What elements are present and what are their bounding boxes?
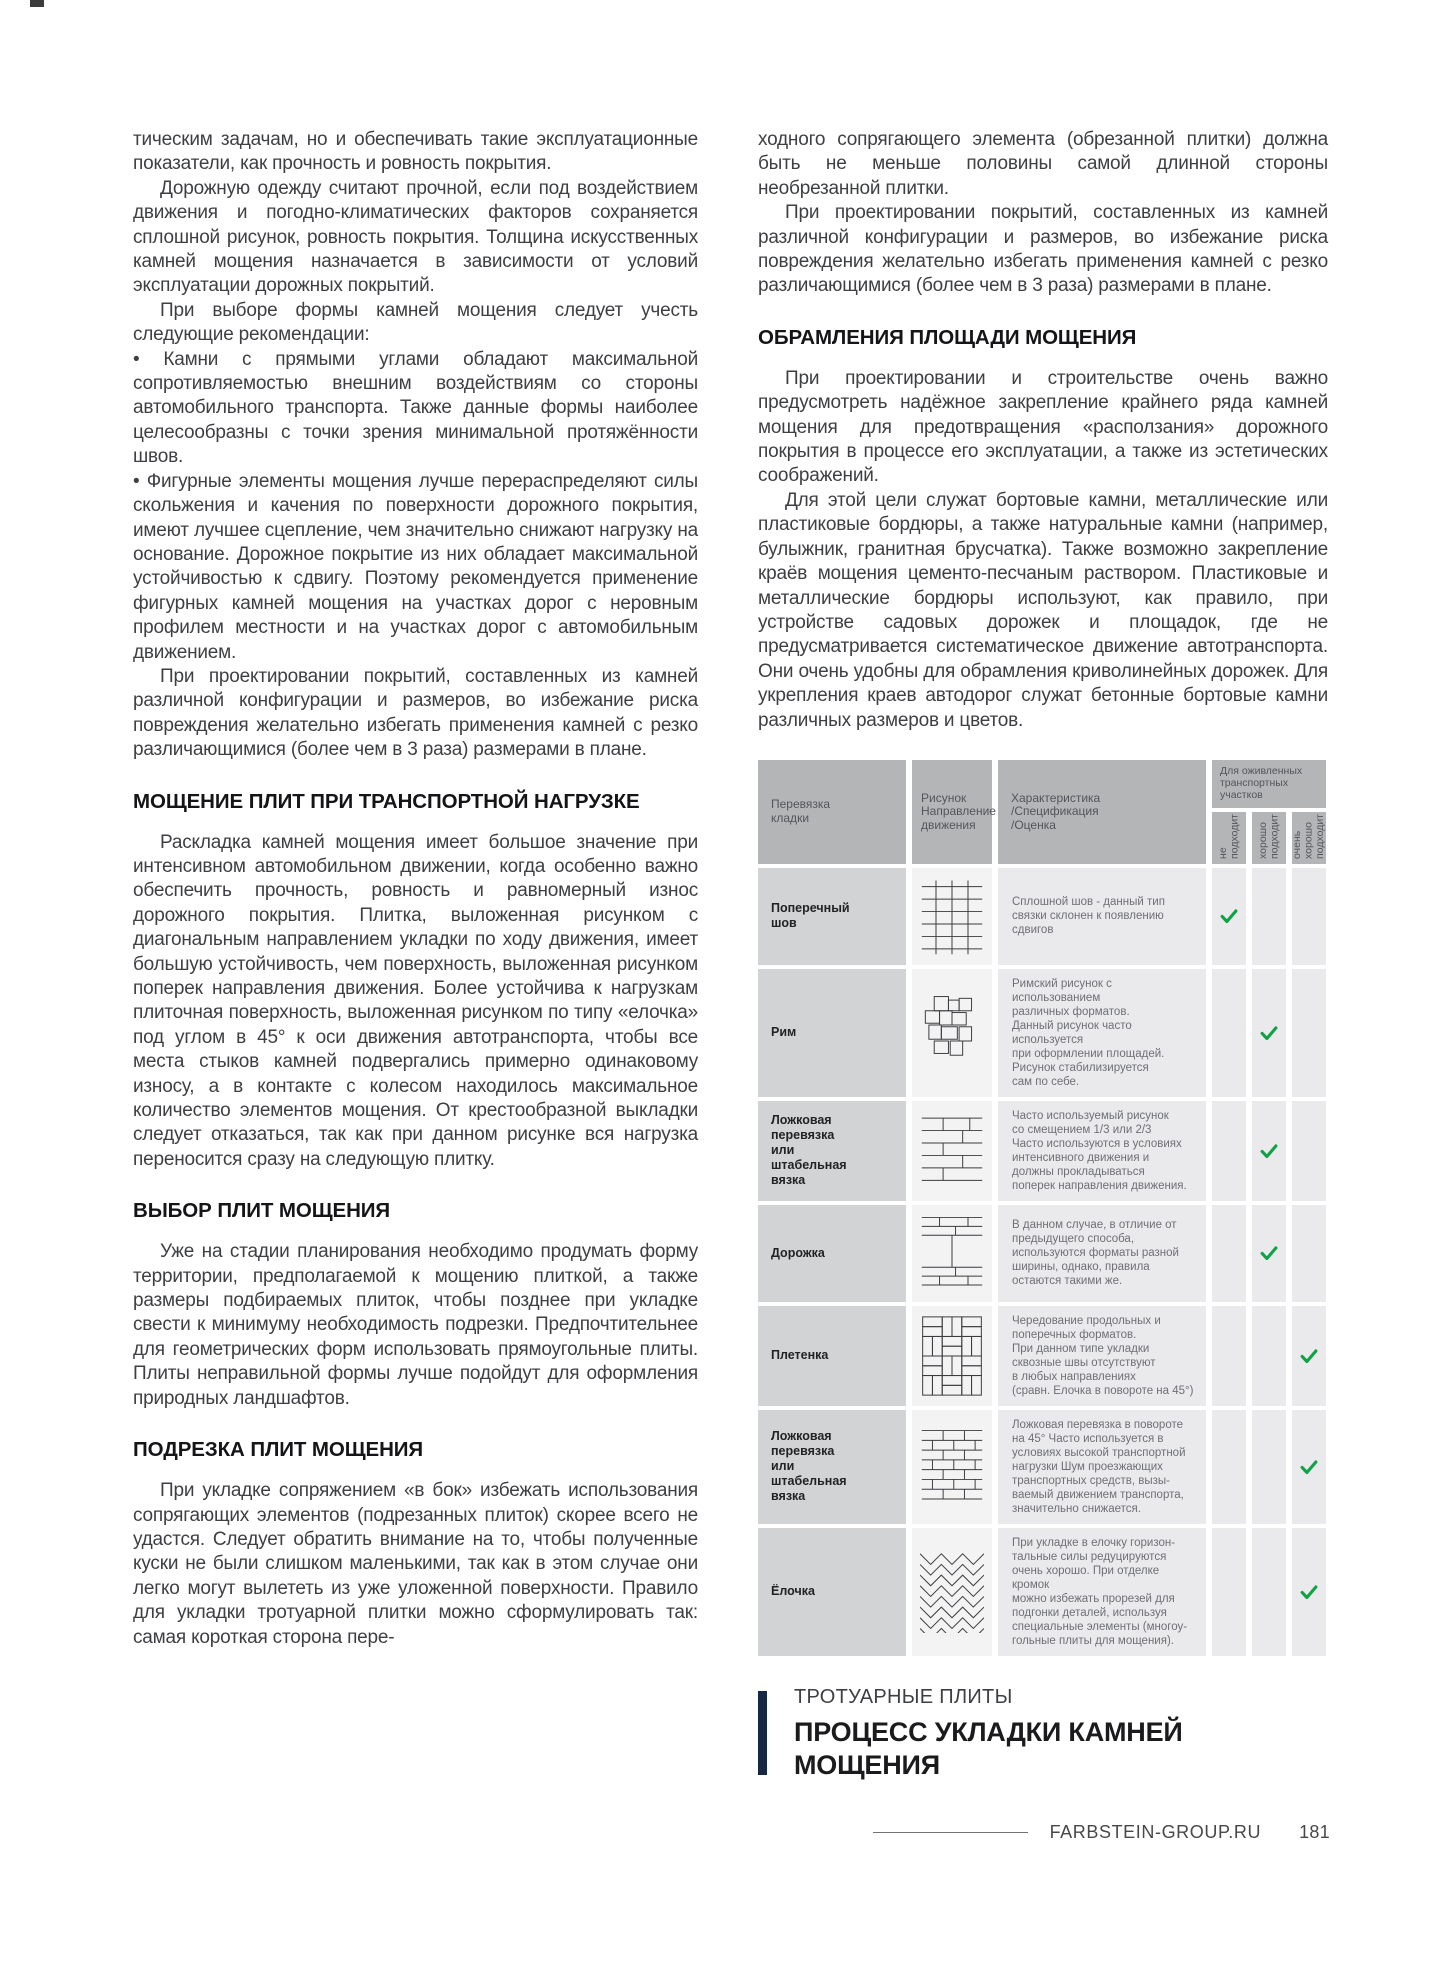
pattern-table-row [758,969,1328,1097]
suitability-cell-very-good [1292,1410,1326,1524]
checkmark-icon [1298,1456,1320,1478]
roman-pattern-icon [912,969,992,1097]
paragraph: ходного сопрягающего элемента (обрезанной плитки) должна быть не меньше половины самой длинной стороны необрезанной плитки. [758,129,1328,199]
pattern-name-cell: Поперечный шов [758,868,906,965]
pattern-description-cell: Сплошной шов - данный тип связки склонен к появлению сдвигов [998,868,1206,965]
pattern-description-cell: Часто используемый рисунок со смещением 1/3 или 2/3 Часто используются в условиях интенсивного движения и должны прокладываться поперек направления движения. [998,1101,1206,1201]
section-heading: ПОДРЕЗКА ПЛИТ МОЩЕНИЯ [133,1438,424,1462]
checkmark-icon [1258,1140,1280,1162]
paragraph: тическим задачам, но и обеспечивать такие эксплуатационные показатели, как прочность и ровность покрытия. [133,129,698,175]
section-title-block [758,1686,1328,1782]
pattern-description-cell: В данном случае, в отличие от предыдущего способа, используются форматы разной ширины, однако, правила остаются такими же. [998,1205,1206,1302]
paragraph: Для этой цели служат бортовые камни, металлические или пластиковые бордюры, а также натуральные камни (например, булыжник, гранитная брусчатка). Также возможно закрепление краёв мощения цементо-песчаным раствором. Пластиковые и металлические бордюры используют, как правило, при устройстве садовых дорожек и площадок, где не предусматривается систематическое движение автотранспорта. Они очень удобны для обрамления криволинейных дорожек. Для укрепления краев автодорог служат бетонные бортовые камни различных размеров и цветов. [758,489,1328,731]
vertical-label: очень хорошо подходит [1290,813,1326,859]
suitability-cell-good [1252,1528,1286,1656]
track-pattern-icon [912,1205,992,1302]
checkmark-icon [1298,1581,1320,1603]
grid-pattern-icon [912,868,992,965]
pattern-name-cell: Ложковая перевязка или штабельная вязка [758,1410,906,1524]
vertical-label: не подходит [1216,813,1240,859]
pattern-description-cell: Ложковая перевязка в повороте на 45° Часто используется в условиях высокой транспортной нагрузки Шум проезжающих транспортных средств, вызы- ваемый движением транспорта, значительно снижается. [998,1410,1206,1524]
suitability-cell-very-good [1292,1306,1326,1406]
brick-bond-pattern-icon [912,1410,992,1524]
pattern-name-cell: Ложковая перевязка или штабельная вязка [758,1101,906,1201]
paragraph: Дорожную одежду считают прочной, если под воздействием движения и погодно-климатических факторов сохраняется сплошной рисунок, ровность покрытия. Толщина искусственных камней мощения назначается в зависимости от условий эксплуатации дорожных покрытий. [133,177,698,297]
section-kicker: ТРОТУАРНЫЕ ПЛИТЫ [794,1685,1013,1708]
pattern-description-cell: Римский рисунок с использованием различных форматов. Данный рисунок часто используется при оформлении площадей. Рисунок стабилизируется сам по себе. [998,969,1206,1097]
suitability-cell-good [1252,969,1286,1097]
pattern-table-row [758,1101,1328,1201]
column-header-pattern: Рисунок Направление движения [912,760,992,864]
checkmark-icon [1258,1242,1280,1264]
left-column [133,128,698,1650]
vertical-label: хорошо подходит [1256,813,1280,859]
suitability-cell-good [1252,1306,1286,1406]
column-header-traffic-group: Для оживленных транспортных участков [1212,760,1326,808]
suitability-cell-very-good [1292,868,1326,965]
checkmark-icon [1218,905,1240,927]
right-column [758,128,1328,1782]
suitability-cell-good [1252,868,1286,965]
paragraph: При укладке сопряжением «в бок» избежать использования сопрягающих элементов (подрезанных плиток) скорее всего не удастся. Следует обратить внимание на то, чтобы полученные куски не были слишком маленькими, так как в этом случае они легко могут вылететь из уже уложенной поверхности. Правило для укладки тротуарной плитки можно сформулировать так: самая короткая сторона пере- [133,1480,698,1648]
suitability-cell-not-suitable [1212,1306,1246,1406]
section-heading: ОБРАМЛЕНИЯ ПЛОЩАДИ МОЩЕНИЯ [758,325,1137,349]
suitability-cell-very-good [1292,1528,1326,1656]
checkmark-icon [1258,1022,1280,1044]
paragraph: Раскладка камней мощения имеет большое значение при интенсивном автомобильном движении, когда особенно важно обеспечить прочность, ровность и равномерный износ дорожного покрытия. Плитка, выложенная рисунком с диагональным направлением укладки по ходу движения, имеет большую устойчивость, чем поверхность, выложенная рисунком поперек направления движения. Более устойчива к нагрузкам плиточная поверхность, выложенная рисунком по типу «елочка» под углом в 45° к оси движения автотранспорта, чтобы все места стыков камней подвергались примерно одинаковому износу, а в контакте с колесом находилось максимальное количество элементов мощения. От крестообразной выкладки следует отказаться, так как при данном рисунке вся нагрузка переносится сразу на следующую плитку. [133,831,698,1170]
suitability-cell-not-suitable [1212,1205,1246,1302]
section-heading: МОЩЕНИЕ ПЛИТ ПРИ ТРАНСПОРТНОЙ НАГРУЗКЕ [133,789,640,813]
paragraph: При проектировании и строительстве очень важно предусмотреть надёжное закрепление крайнего ряда камней мощения для предотвращения «расползания» дорожного покрытия в процессе его эксплуатации, а также из эстетических соображений. [758,367,1328,487]
suitability-cell-very-good [1292,1205,1326,1302]
column-header-bond-type: Перевязка кладки [758,760,906,864]
pattern-table-row [758,868,1328,965]
suitability-cell-not-suitable [1212,868,1246,965]
offset-bond-pattern-icon [912,1101,992,1201]
page-title: ПРОЦЕСС УКЛАДКИ КАМНЕЙ МОЩЕНИЯ [794,1716,1183,1780]
accent-bar [758,1691,767,1775]
table-header [758,760,1328,864]
suitability-cell-good [1252,1101,1286,1201]
bullet-item: • Камни с прямыми углами обладают максимальной сопротивляемостью внешним воздействиям со стороны автомобильного транспорта. Также данные формы наиболее целесообразны с точки зрения минимальной протяжённости швов. [133,348,698,468]
paving-patterns-table [758,760,1328,1656]
pattern-name-cell: Рим [758,969,906,1097]
herringbone-pattern-icon [912,1528,992,1656]
suitability-cell-good [1252,1205,1286,1302]
page-footer [133,1822,1330,1843]
pattern-table-row [758,1205,1328,1302]
pattern-table-row [758,1306,1328,1406]
suitability-cell-not-suitable [1212,1101,1246,1201]
paragraph: Уже на стадии планирования необходимо продумать форму территории, предполагаемой к мощению плиткой, а также размеры подбираемых плиток, чтобы позднее при укладке свести к минимуму необходимость подрезки. Предпочтительнее для геометрических форм использовать прямоугольные плиты. Плиты неправильной формы лучше подойдут для оформления природных ландшафтов. [133,1241,698,1409]
suitability-cell-not-suitable [1212,1528,1246,1656]
suitability-cell-not-suitable [1212,969,1246,1097]
print-mark [30,0,44,7]
paragraph: При выборе формы камней мощения следует учесть следующие рекомендации: [133,299,698,346]
table-body [758,868,1328,1656]
basketweave-pattern-icon [912,1306,992,1406]
suitability-cell-good [1252,1410,1286,1524]
website-text: FARBSTEIN-GROUP.RU [1049,1822,1262,1842]
paragraph: При проектировании покрытий, составленных из камней различной конфигурации и размеров, во избежание риска повреждения желательно избегать применения камней с резко различающимися (более чем в 3 раза) размерами в плане. [758,202,1328,297]
pattern-table-row [758,1528,1328,1656]
pattern-description-cell: Чередование продольных и поперечных форматов. При данном типе укладки сквозные швы отсутствуют в любых направлениях (сравн. Елочка в повороте на 45°) [998,1306,1206,1406]
checkmark-icon [1298,1345,1320,1367]
suitability-cell-very-good [1292,1101,1326,1201]
column-header-very-good [1292,812,1326,864]
paragraph: При проектировании покрытий, составленных из камней различной конфигурации и размеров, во избежание риска повреждения желательно избегать применения камней с резко различающимися (более чем в 3 раза) размерами в плане. [133,665,698,761]
section-heading: ВЫБОР ПЛИТ МОЩЕНИЯ [133,1199,391,1223]
column-header-not-suitable [1212,812,1246,864]
footer-rule [873,1832,1028,1833]
pattern-name-cell: Дорожка [758,1205,906,1302]
page-number: 181 [1299,1822,1330,1842]
column-header-characteristic: Характеристика /Спецификация /Оценка [998,760,1206,864]
column-header-good [1252,812,1286,864]
pattern-table-row [758,1410,1328,1524]
pattern-name-cell: Плетенка [758,1306,906,1406]
bullet-item: • Фигурные элементы мощения лучше перераспределяют силы скольжения и качения по поверхности дорожного покрытия, имеют лучшее сцепление, чем значительно снижают нагрузку на основание. Дорожное покрытие из них обладает максимальной устойчивостью к сдвигу. Поэтому рекомендуется применение фигурных камней мощения на участках дорог с неровным профилем местности и на участках дорог с автомобильным движением. [133,470,698,663]
pattern-name-cell: Ёлочка [758,1528,906,1656]
suitability-cell-very-good [1292,969,1326,1097]
pattern-description-cell: При укладке в елочку горизон- тальные силы редуцируются очень хорошо. При отделке кромок можно избежать прорезей для подгонки деталей, используя специальные элементы (многоу- гольные плиты для мощения). [998,1528,1206,1656]
suitability-cell-not-suitable [1212,1410,1246,1524]
